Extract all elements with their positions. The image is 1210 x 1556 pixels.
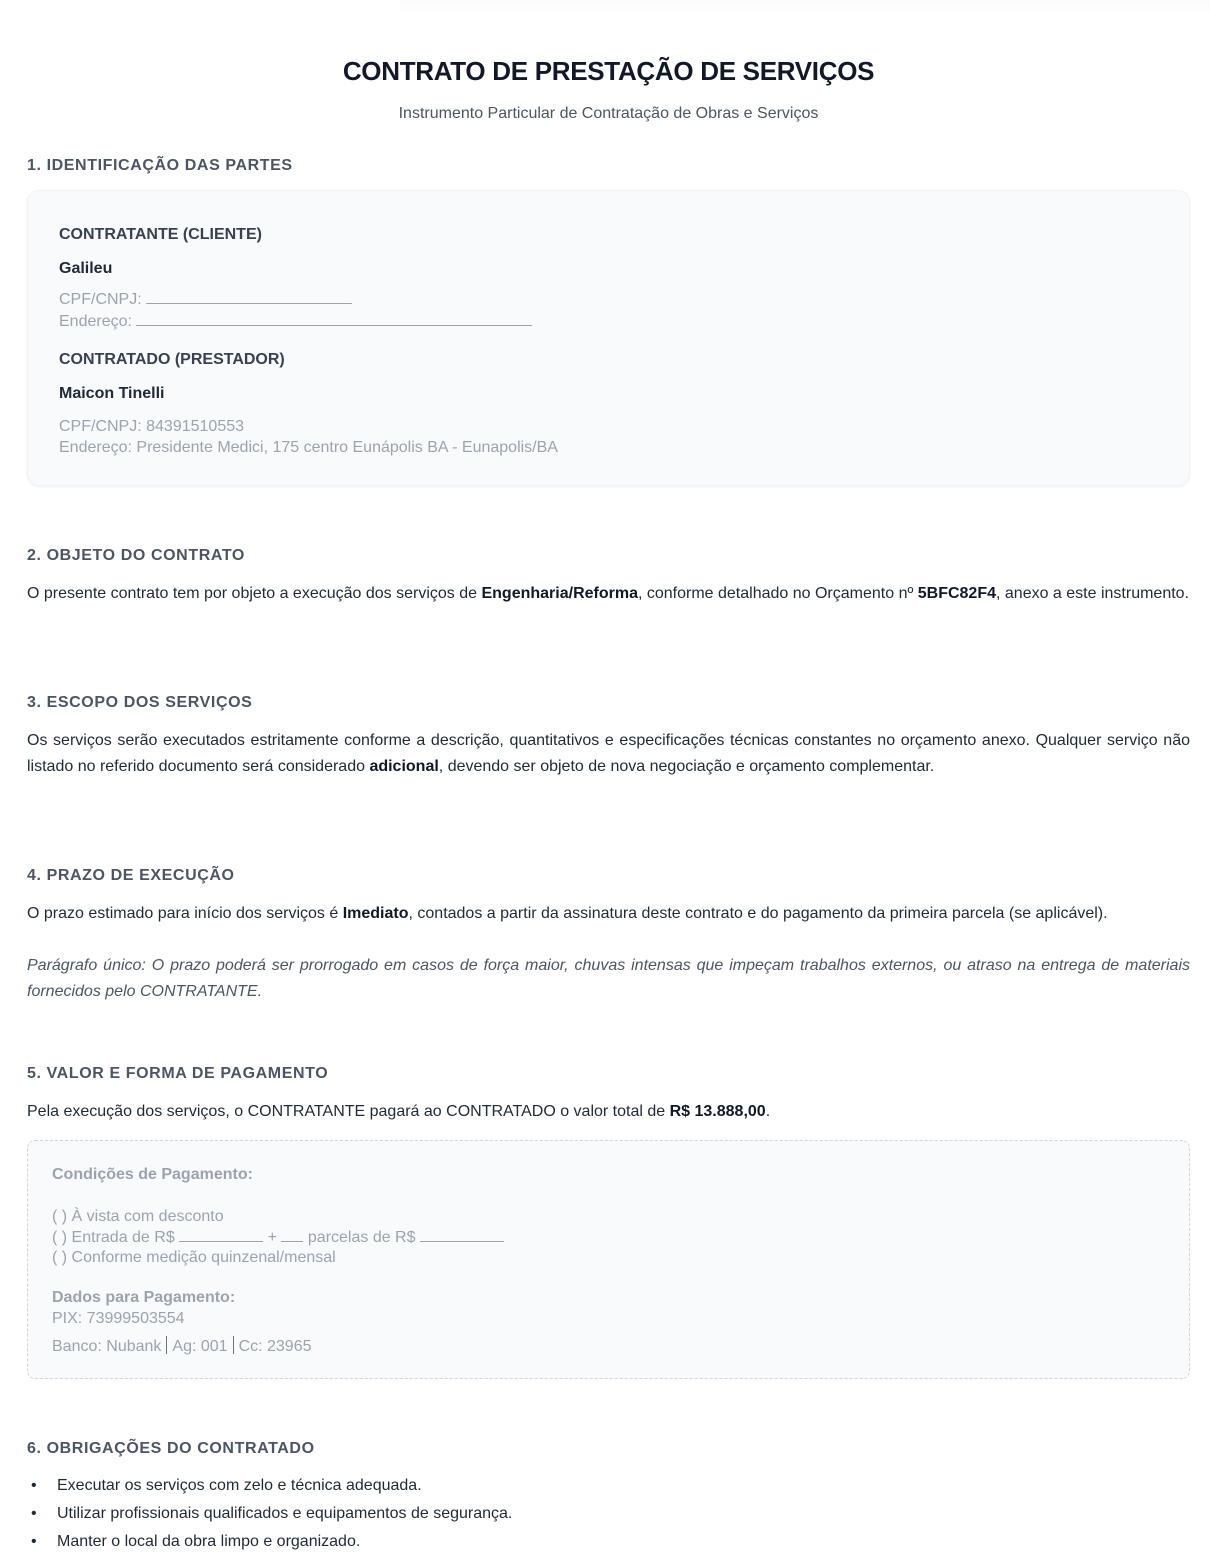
object-text-2: , conforme detalhado no Orçamento nº bbox=[637, 585, 918, 602]
section-heading-parties: 1. IDENTIFICAÇÃO DAS PARTES bbox=[27, 157, 293, 174]
scope-text-2: , devendo ser objeto de nova negociação e orçamento complementar. bbox=[438, 758, 935, 775]
provider-address-value: Presidente Medici, 175 centro Eunápolis BA - Eunapolis/BA bbox=[136, 439, 558, 456]
scope-emphasis: adicional bbox=[369, 758, 439, 775]
installments-plus: + bbox=[267, 1229, 277, 1246]
client-address-line bbox=[59, 311, 532, 332]
obligations-list bbox=[27, 1472, 512, 1556]
client-doc-label: CPF/CNPJ: bbox=[59, 291, 142, 308]
separator bbox=[233, 1336, 234, 1354]
client-role: CONTRATANTE (CLIENTE) bbox=[59, 226, 262, 243]
deadline-term: Imediato bbox=[342, 905, 409, 922]
provider-doc-label: CPF/CNPJ: bbox=[59, 418, 142, 435]
down-payment-blank bbox=[179, 1227, 263, 1242]
obligation-text: Manter o local da obra limpo e organizado. bbox=[57, 1533, 361, 1550]
section-heading-payment: 5. VALOR E FORMA DE PAGAMENTO bbox=[27, 1065, 329, 1082]
service-type: Engenharia/Reforma bbox=[481, 585, 638, 602]
provider-name: Maicon Tinelli bbox=[59, 385, 165, 402]
provider-doc-value: 84391510553 bbox=[146, 418, 245, 435]
installments-prefix: ( ) Entrada de R$ bbox=[52, 1229, 175, 1246]
payment-option-measurement[interactable]: ( ) Conforme medição quinzenal/mensal bbox=[52, 1249, 336, 1266]
payment-paragraph bbox=[27, 1099, 1190, 1125]
deadline-sole-paragraph: Parágrafo único: O prazo poderá ser prorrogado em casos de força maior, chuvas intensas que impeçam trabalhos externos, ou atraso na entrega de materiais fornecidos pelo CONTRATANTE. bbox=[27, 957, 1190, 1000]
separator bbox=[166, 1336, 167, 1354]
provider-role: CONTRATADO (PRESTADOR) bbox=[59, 351, 285, 368]
obligation-text: Utilizar profissionais qualificados e equipamentos de segurança. bbox=[57, 1505, 513, 1522]
document-title: CONTRATO DE PRESTAÇÃO DE SERVIÇOS bbox=[342, 56, 875, 86]
client-address-blank bbox=[136, 311, 532, 326]
provider-address-line bbox=[59, 437, 558, 458]
parties-box bbox=[27, 190, 1190, 486]
section-heading-obligations: 6. OBRIGAÇÕES DO CONTRATADO bbox=[27, 1440, 315, 1457]
scope-text-1: Os serviços serão executados estritamente conforme a descrição, quantitativos e especificações técnicas constantes no orçamento anexo. Qualquer serviço não listado no referido documento será considerado bbox=[27, 732, 1190, 775]
client-address-label: Endereço: bbox=[59, 313, 132, 330]
client-name: Galileu bbox=[59, 260, 113, 277]
section-heading-scope: 3. ESCOPO DOS SERVIÇOS bbox=[27, 694, 253, 711]
document-subtitle: Instrumento Particular de Contratação de Obras e Serviços bbox=[398, 105, 819, 122]
payment-text-2: . bbox=[765, 1103, 771, 1120]
bank-line bbox=[52, 1336, 312, 1357]
installments-label: parcelas de R$ bbox=[307, 1229, 416, 1246]
pix-line: PIX: 73999503554 bbox=[52, 1310, 185, 1327]
top-edge-shadow bbox=[400, 0, 1210, 14]
list-item bbox=[27, 1528, 512, 1556]
scope-paragraph bbox=[27, 728, 1190, 780]
section-heading-object: 2. OBJETO DO CONTRATO bbox=[27, 547, 245, 564]
conditions-label: Condições de Pagamento: bbox=[52, 1166, 253, 1183]
deadline-paragraph bbox=[27, 901, 1190, 927]
provider-doc-line bbox=[59, 416, 244, 437]
installment-value-blank bbox=[420, 1227, 504, 1242]
installments-count-blank bbox=[281, 1227, 303, 1242]
bullet-icon: • bbox=[31, 1477, 37, 1494]
bank-data-label: Dados para Pagamento: bbox=[52, 1289, 236, 1306]
list-item bbox=[27, 1500, 512, 1528]
obligation-text: Executar os serviços com zelo e técnica adequada. bbox=[57, 1477, 422, 1494]
object-text-1: O presente contrato tem por objeto a execução dos serviços de bbox=[27, 585, 482, 602]
bullet-icon: • bbox=[31, 1533, 37, 1550]
object-paragraph bbox=[27, 581, 1190, 607]
budget-number: 5BFC82F4 bbox=[917, 585, 996, 602]
bullet-icon: • bbox=[31, 1505, 37, 1522]
client-doc-blank bbox=[146, 289, 352, 304]
bank-agency: Ag: 001 bbox=[172, 1338, 228, 1355]
bank-account: Cc: 23965 bbox=[238, 1338, 312, 1355]
deadline-text-2: , contados a partir da assinatura deste contrato e do pagamento da primeira parcela (se aplicável). bbox=[408, 905, 1108, 922]
payment-conditions-box bbox=[27, 1140, 1190, 1379]
client-doc-line bbox=[59, 289, 352, 310]
payment-text-1: Pela execução dos serviços, o CONTRATANTE pagará ao CONTRATADO o valor total de bbox=[27, 1103, 670, 1120]
object-text-3: , anexo a este instrumento. bbox=[996, 585, 1189, 602]
provider-address-label: Endereço: bbox=[59, 439, 132, 456]
deadline-text-1: O prazo estimado para início dos serviços é bbox=[27, 905, 343, 922]
bank-name: Banco: Nubank bbox=[52, 1338, 162, 1355]
payment-total: R$ 13.888,00 bbox=[669, 1103, 766, 1120]
list-item bbox=[27, 1472, 512, 1500]
payment-option-installments[interactable] bbox=[52, 1227, 504, 1248]
payment-option-cash[interactable]: ( ) À vista com desconto bbox=[52, 1208, 224, 1225]
section-heading-deadline: 4. PRAZO DE EXECUÇÃO bbox=[27, 867, 235, 884]
